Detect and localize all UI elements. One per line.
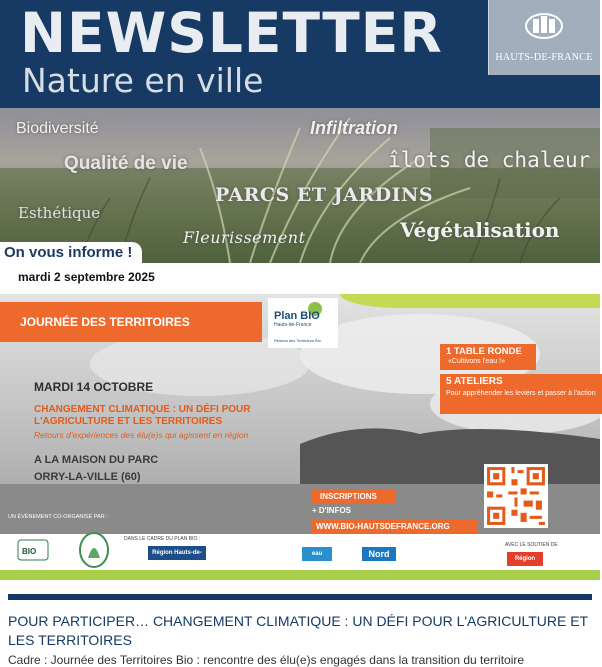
co-organiser-label: UN ÉVÈNEMENT CO-ORGANISÉ PAR : [8,514,108,520]
keyword-banner [0,108,600,263]
keyword-infiltration: Infiltration [310,118,398,138]
event-poster[interactable] [0,294,600,590]
issue-date: mardi 2 septembre 2025 [18,270,155,284]
region-name: HAUTS-DE-FRANCE [495,52,593,63]
event-url-link[interactable]: WWW.BIO-HAUTSDEFRANCE.ORG [312,520,478,533]
event-retours: Retours d'expériences des élu(e)s qui agissent en région [34,430,249,440]
agence-eau-logo: eau [302,547,332,561]
decorative-green-band [340,294,600,308]
keyword-vegetalisation: Végétalisation [400,218,560,242]
article-body: Cadre : Journée des Territoires Bio : rencontre des élu(e)s engagés dans la transition du territoire [8,653,525,667]
region-logo-icon [524,6,564,46]
table-ronde-subtitle: «Cultivons l'eau !» [448,358,505,365]
newsletter-title: NEWSLETTER [20,1,443,65]
newsletter-subtitle: Nature en ville [22,61,264,100]
plan-bio-subtitle: Hauts-de-France [274,322,312,328]
info-tag: On vous informe ! [0,242,142,264]
infos-label: + D'INFOS [312,506,352,515]
qr-code-icon[interactable] [484,464,548,528]
plan-bio-title: Plan BIO [274,310,320,322]
event-date: MARDI 14 OCTOBRE [34,380,154,394]
ateliers-subtitle: Pour appréhender les leviers et passer à l'action [446,390,596,397]
ateliers-box [440,374,602,414]
keyword-parcs-et-jardins: PARCS ET JARDINS [215,184,434,206]
keyword-qualite-de-vie: Qualité de vie [64,153,188,174]
nord-logo: Nord [362,547,396,561]
keyword-biodiversite: Biodiversité [16,120,99,137]
bio-logo-text: BIO [22,547,37,556]
inscriptions-label: INSCRIPTIONS [312,490,396,504]
event-place: A LA MAISON DU PARC [34,454,159,466]
section-divider [8,594,592,600]
soutien-label: AVEC LE SOUTIEN DE [505,542,558,548]
region-hdf-logo-2: Région France [507,552,543,566]
ateliers-title: 5 ATELIERS [446,376,503,387]
parc-naturel-oise-logo-icon [72,530,116,570]
table-ronde-box [440,344,536,370]
plan-bio-network: Réseau des Territoires Bio [274,338,321,343]
keyword-ilots-de-chaleur: îlots de chaleur [388,148,591,172]
region-hdf-logo: Région Hauts-de-France [148,546,206,560]
article-title[interactable]: POUR PARTICIPER… CHANGEMENT CLIMATIQUE : UN DÉFI POUR L'AGRICULTURE ET LES TERRITOIRES [8,613,588,648]
keyword-esthetique: Esthétique [18,204,101,222]
plan-bio-logo [268,298,338,348]
event-town: ORRY-LA-VILLE (60) [34,471,141,483]
event-tag: JOURNÉE DES TERRITOIRES [0,302,262,342]
decorative-green-strip [0,570,600,580]
newsletter-header [0,0,600,108]
event-theme: CHANGEMENT CLIMATIQUE : UN DÉFI POUR L'AGRICULTURE ET LES TERRITOIRES [34,404,251,427]
keyword-fleurissement: Fleurissement [183,228,306,247]
table-ronde-title: 1 TABLE RONDE [446,346,522,357]
plan-bio-context-label: DANS LE CADRE DU PLAN BIO : [124,536,201,542]
